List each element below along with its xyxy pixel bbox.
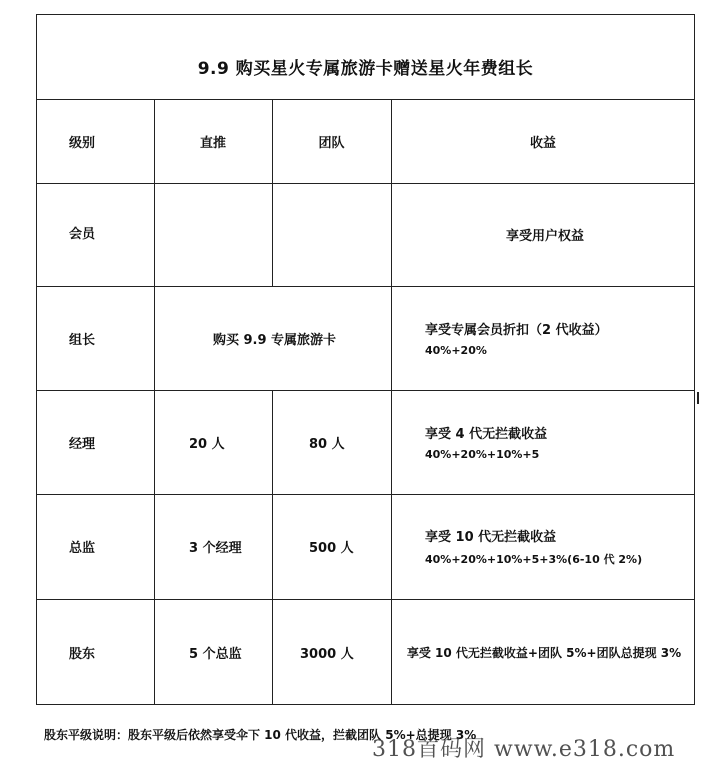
table-row-income-detail: 40%+20%+10%+5+3%(6-10 代 2%) (425, 553, 643, 566)
table-row-level: 经理 (69, 436, 96, 452)
table-row-income: 享受用户权益 (505, 229, 584, 244)
document-title: 9.9 购买星火专属旅游卡赠送星火年费组长 (197, 58, 534, 79)
table-row-income-detail: 40%+20% (425, 344, 487, 357)
table-row-level: 总监 (69, 541, 96, 556)
table-row-direct: 5 个总监 (189, 646, 242, 662)
table-row-team: 3000 人 (300, 646, 354, 662)
edge-mark (697, 392, 699, 404)
table-row-income: 享受专属会员折扣（2 代收益） (425, 323, 608, 338)
table-row-level: 组长 (69, 332, 96, 348)
table-row-income: 享受 10 代无拦截收益+团队 5%+团队总提现 3% (406, 645, 682, 660)
watermark: 318首码网 www.e318.com (372, 737, 676, 762)
table-row-income: 享受 4 代无拦截收益 (425, 427, 548, 442)
table-row-direct: 20 人 (189, 436, 225, 452)
header-direct: 直推 (199, 135, 226, 151)
table-row-direct: 3 个经理 (189, 541, 242, 556)
table-row-team: 500 人 (309, 541, 354, 556)
table-row-level: 股东 (69, 646, 96, 662)
header-team: 团队 (318, 135, 345, 151)
footnote: 股东平级说明：股东平级后依然享受伞下 10 代收益，拦截团队 5%+总提现 3% (44, 728, 477, 742)
table-row-income: 享受 10 代无拦截收益 (425, 530, 557, 545)
table-row-income-block (391, 390, 695, 494)
table-row-income-block (391, 286, 695, 390)
table-row-income-block (391, 494, 695, 599)
table-row-team: 80 人 (309, 436, 345, 452)
header-income: 收益 (529, 135, 556, 151)
table-row-income-detail: 40%+20%+10%+5 (425, 448, 540, 461)
table-row-direct-team-merged: 购买 9.9 专属旅游卡 (212, 332, 337, 348)
table-row-level: 会员 (69, 227, 96, 242)
header-level: 级别 (69, 135, 96, 151)
